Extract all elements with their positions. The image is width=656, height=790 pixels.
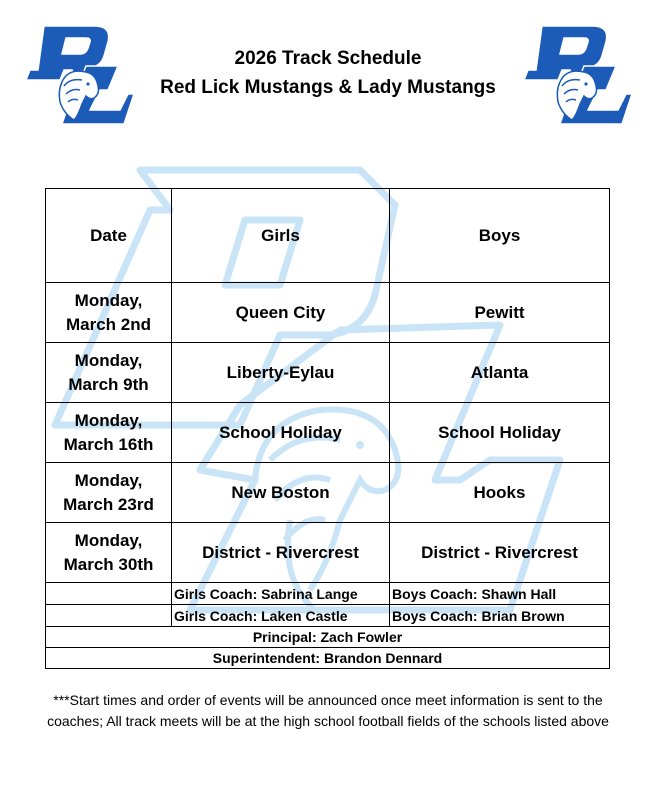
- date-cell: [46, 283, 172, 343]
- girls-meet-cell: New Boston: [172, 463, 390, 523]
- principal-row: [46, 627, 610, 648]
- date-cell: [46, 463, 172, 523]
- column-header-date: Date: [46, 189, 172, 283]
- day-label: Monday,: [74, 350, 143, 370]
- boys-meet-cell: Hooks: [390, 463, 610, 523]
- column-header-girls: Girls: [172, 189, 390, 283]
- coach-row: [46, 583, 610, 605]
- footnote: ***Start times and order of events will be announced once meet information is sent to the coaches; All track meets will be at the high school football fields of the schools listed above: [47, 692, 609, 729]
- day-label: Monday,: [74, 410, 143, 430]
- table-row: [46, 343, 610, 403]
- day-label: Monday,: [74, 470, 143, 490]
- rl-mustang-logo-icon: [514, 20, 634, 130]
- boys-meet-cell: School Holiday: [390, 403, 610, 463]
- empty-cell: [46, 583, 172, 605]
- rl-mustang-logo-icon: [16, 20, 136, 130]
- track-schedule-table: [45, 188, 610, 669]
- date-label: March 30th: [63, 554, 154, 574]
- day-label: Monday,: [74, 530, 143, 550]
- day-label: Monday,: [74, 290, 143, 310]
- date-label: March 16th: [63, 434, 154, 454]
- title-line-2: Red Lick Mustangs & Lady Mustangs: [160, 77, 496, 98]
- principal-cell: Principal: Zach Fowler: [46, 627, 610, 648]
- date-label: March 9th: [68, 374, 149, 394]
- date-cell: [46, 403, 172, 463]
- date-cell: [46, 523, 172, 583]
- girls-meet-cell: District - Rivercrest: [172, 523, 390, 583]
- date-label: March 2nd: [65, 314, 152, 334]
- table-row: [46, 523, 610, 583]
- superintendent-cell: Superintendent: Brandon Dennard: [46, 648, 610, 669]
- superintendent-row: [46, 648, 610, 669]
- date-cell: [46, 343, 172, 403]
- coach-row: [46, 605, 610, 627]
- boys-meet-cell: District - Rivercrest: [390, 523, 610, 583]
- empty-cell: [46, 605, 172, 627]
- boys-meet-cell: Pewitt: [390, 283, 610, 343]
- girls-meet-cell: Queen City: [172, 283, 390, 343]
- boys-coach-cell: Boys Coach: Brian Brown: [390, 605, 610, 627]
- table-header-row: [46, 189, 610, 283]
- column-header-boys: Boys: [390, 189, 610, 283]
- girls-coach-cell: Girls Coach: Sabrina Lange: [172, 583, 390, 605]
- table-row: [46, 403, 610, 463]
- table-row: [46, 283, 610, 343]
- girls-meet-cell: School Holiday: [172, 403, 390, 463]
- girls-coach-cell: Girls Coach: Laken Castle: [172, 605, 390, 627]
- girls-meet-cell: Liberty-Eylau: [172, 343, 390, 403]
- document-title: [130, 44, 526, 102]
- title-line-1: 2026 Track Schedule: [234, 48, 422, 69]
- table-row: [46, 463, 610, 523]
- boys-meet-cell: Atlanta: [390, 343, 610, 403]
- boys-coach-cell: Boys Coach: Shawn Hall: [390, 583, 610, 605]
- date-label: March 23rd: [63, 494, 154, 514]
